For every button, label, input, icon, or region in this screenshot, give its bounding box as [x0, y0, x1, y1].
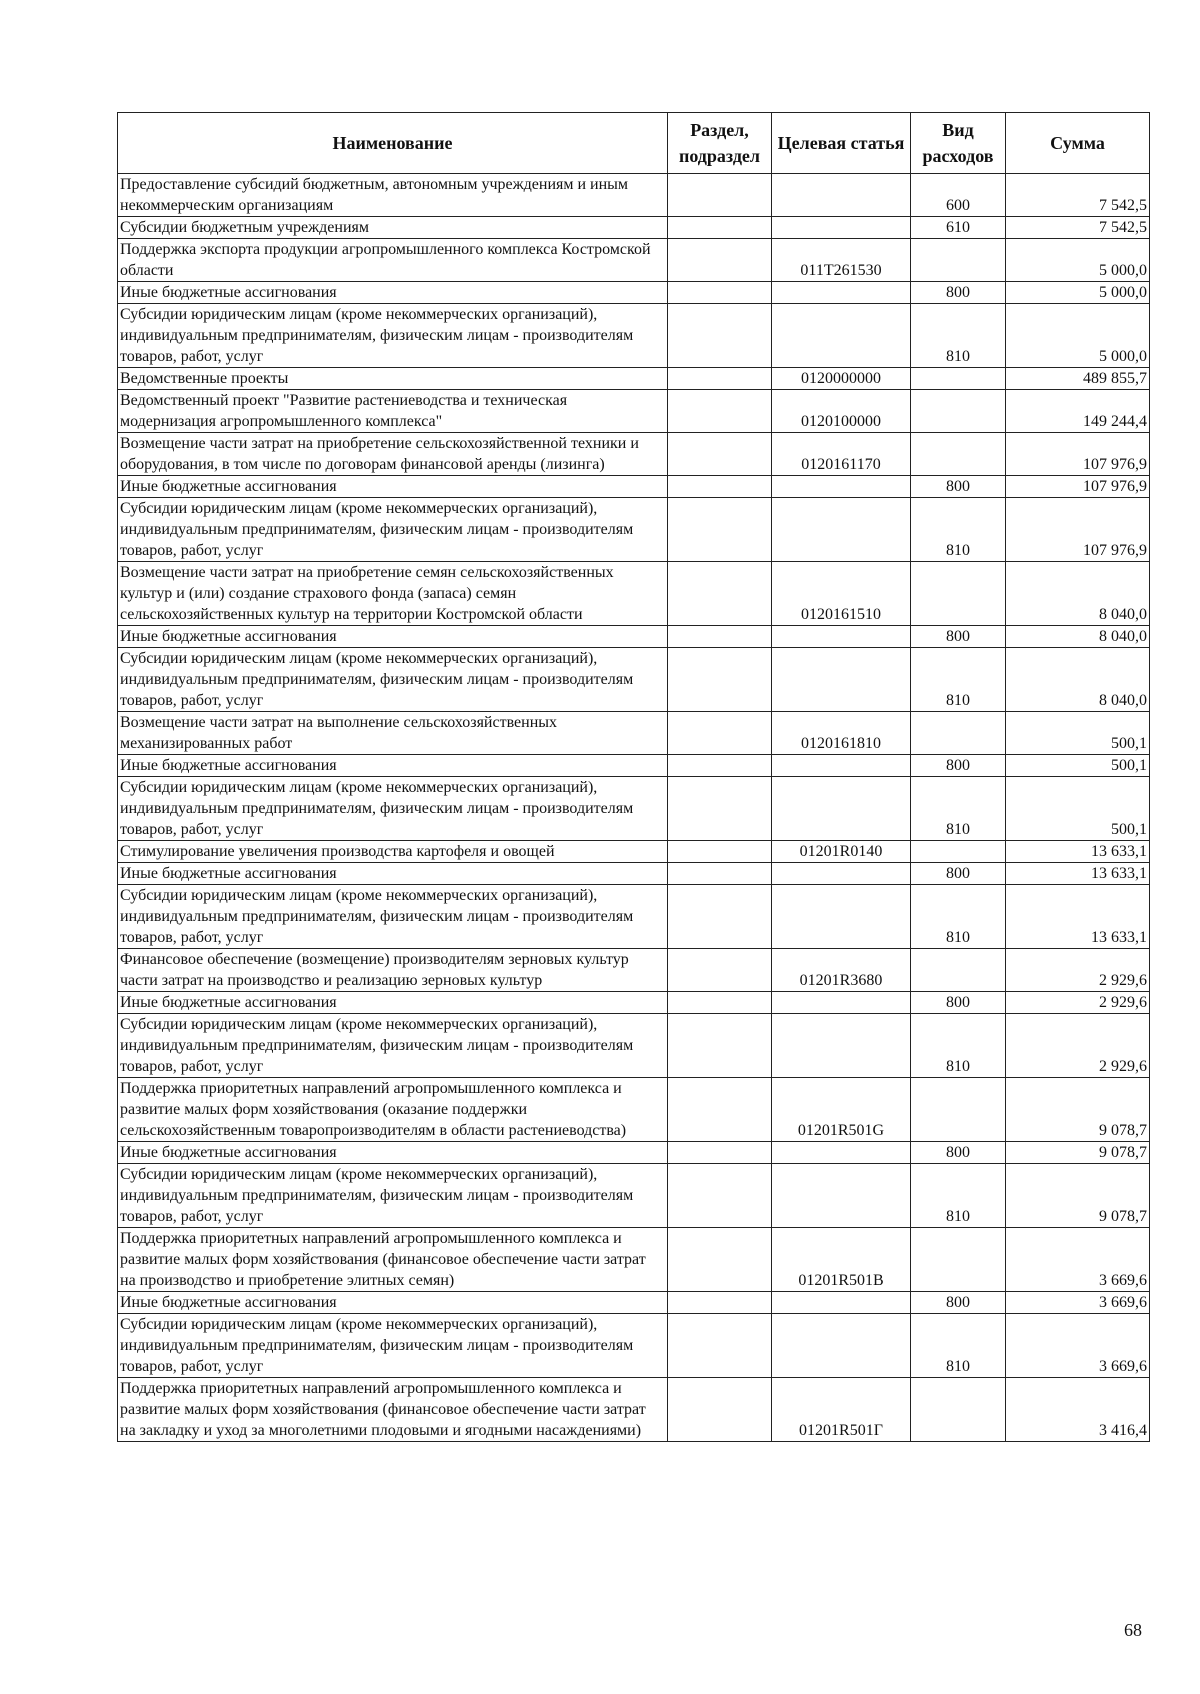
cell-name: Иные бюджетные ассигнования: [118, 1292, 668, 1314]
cell-sum: 5 000,0: [1006, 282, 1150, 304]
table-row: [118, 626, 1150, 648]
cell-sum: 13 633,1: [1006, 841, 1150, 863]
header-sum: Сумма: [1006, 113, 1150, 174]
cell-section: [668, 949, 772, 992]
cell-target: [772, 626, 911, 648]
cell-target: 01201R3680: [772, 949, 911, 992]
table-row: [118, 1314, 1150, 1378]
cell-target: 0120100000: [772, 390, 911, 433]
cell-kind: 810: [911, 1164, 1006, 1228]
cell-kind: [911, 712, 1006, 755]
table-row: [118, 1142, 1150, 1164]
cell-sum: 107 976,9: [1006, 433, 1150, 476]
cell-section: [668, 755, 772, 777]
cell-kind: [911, 368, 1006, 390]
cell-kind: 600: [911, 174, 1006, 217]
cell-target: 0120161170: [772, 433, 911, 476]
cell-sum: 7 542,5: [1006, 174, 1150, 217]
cell-sum: 7 542,5: [1006, 217, 1150, 239]
cell-name: Субсидии бюджетным учреждениям: [118, 217, 668, 239]
cell-sum: 500,1: [1006, 755, 1150, 777]
cell-name: Субсидии юридическим лицам (кроме некоммерческих организаций), индивидуальным предпринимателям, физическим лицам - производителям товаров, работ, услуг: [118, 777, 668, 841]
cell-sum: 2 929,6: [1006, 1014, 1150, 1078]
cell-target: 0120000000: [772, 368, 911, 390]
cell-section: [668, 1142, 772, 1164]
cell-name: Поддержка приоритетных направлений агропромышленного комплекса и развитие малых форм хозяйствования (финансовое обеспечение части затрат на закладку и уход за многолетними плодовыми и ягодными насаждениями): [118, 1378, 668, 1442]
cell-kind: [911, 562, 1006, 626]
cell-kind: [911, 1378, 1006, 1442]
cell-name: Субсидии юридическим лицам (кроме некоммерческих организаций), индивидуальным предпринимателям, физическим лицам - производителям товаров, работ, услуг: [118, 1014, 668, 1078]
cell-section: [668, 1292, 772, 1314]
cell-name: Субсидии юридическим лицам (кроме некоммерческих организаций), индивидуальным предпринимателям, физическим лицам - производителям товаров, работ, услуг: [118, 304, 668, 368]
cell-name: Субсидии юридическим лицам (кроме некоммерческих организаций), индивидуальным предпринимателям, физическим лицам - производителям товаров, работ, услуг: [118, 1164, 668, 1228]
cell-target: 01201R501G: [772, 1078, 911, 1142]
cell-section: [668, 282, 772, 304]
cell-name: Возмещение части затрат на приобретение сельскохозяйственной техники и оборудования, в том числе по договорам финансовой аренды (лизинга): [118, 433, 668, 476]
cell-sum: 107 976,9: [1006, 476, 1150, 498]
cell-name: Иные бюджетные ассигнования: [118, 755, 668, 777]
cell-section: [668, 498, 772, 562]
table-row: [118, 863, 1150, 885]
cell-name: Предоставление субсидий бюджетным, автономным учреждениям и иным некоммерческим организациям: [118, 174, 668, 217]
cell-sum: 5 000,0: [1006, 239, 1150, 282]
table-row: [118, 1378, 1150, 1442]
cell-kind: [911, 949, 1006, 992]
cell-section: [668, 841, 772, 863]
cell-sum: 8 040,0: [1006, 562, 1150, 626]
cell-name: Поддержка экспорта продукции агропромышленного комплекса Костромской области: [118, 239, 668, 282]
cell-kind: [911, 1228, 1006, 1292]
cell-section: [668, 1314, 772, 1378]
cell-name: Иные бюджетные ассигнования: [118, 626, 668, 648]
cell-sum: 3 669,6: [1006, 1292, 1150, 1314]
cell-kind: 810: [911, 304, 1006, 368]
cell-target: [772, 863, 911, 885]
cell-sum: 9 078,7: [1006, 1164, 1150, 1228]
table-row: [118, 1078, 1150, 1142]
cell-target: 0120161810: [772, 712, 911, 755]
header-section: Раздел, подраздел: [668, 113, 772, 174]
cell-kind: 800: [911, 755, 1006, 777]
cell-section: [668, 1378, 772, 1442]
cell-target: [772, 1314, 911, 1378]
cell-target: [772, 1142, 911, 1164]
cell-sum: 3 416,4: [1006, 1378, 1150, 1442]
cell-section: [668, 992, 772, 1014]
cell-target: [772, 648, 911, 712]
header-kind: Вид расходов: [911, 113, 1006, 174]
cell-name: Иные бюджетные ассигнования: [118, 992, 668, 1014]
cell-section: [668, 1164, 772, 1228]
cell-target: [772, 885, 911, 949]
budget-table: [117, 112, 1150, 1442]
cell-target: 011T261530: [772, 239, 911, 282]
cell-section: [668, 626, 772, 648]
cell-sum: 489 855,7: [1006, 368, 1150, 390]
cell-name: Субсидии юридическим лицам (кроме некоммерческих организаций), индивидуальным предпринимателям, физическим лицам - производителям товаров, работ, услуг: [118, 1314, 668, 1378]
cell-target: 0120161510: [772, 562, 911, 626]
table-row: [118, 368, 1150, 390]
cell-target: [772, 304, 911, 368]
cell-section: [668, 648, 772, 712]
cell-kind: [911, 841, 1006, 863]
cell-kind: 800: [911, 476, 1006, 498]
table-row: [118, 1292, 1150, 1314]
cell-section: [668, 433, 772, 476]
table-row: [118, 217, 1150, 239]
cell-target: [772, 1292, 911, 1314]
cell-name: Возмещение части затрат на выполнение сельскохозяйственных механизированных работ: [118, 712, 668, 755]
table-row: [118, 949, 1150, 992]
table-row: [118, 562, 1150, 626]
table-row: [118, 755, 1150, 777]
cell-name: Стимулирование увеличения производства картофеля и овощей: [118, 841, 668, 863]
cell-kind: 800: [911, 1142, 1006, 1164]
cell-section: [668, 712, 772, 755]
cell-section: [668, 476, 772, 498]
cell-name: Финансовое обеспечение (возмещение) производителям зерновых культур части затрат на производство и реализацию зерновых культур: [118, 949, 668, 992]
cell-section: [668, 1078, 772, 1142]
cell-section: [668, 863, 772, 885]
table-row: [118, 885, 1150, 949]
cell-target: 01201R501B: [772, 1228, 911, 1292]
cell-name: Поддержка приоритетных направлений агропромышленного комплекса и развитие малых форм хозяйствования (финансовое обеспечение части затрат на производство и приобретение элитных семян): [118, 1228, 668, 1292]
table-row: [118, 239, 1150, 282]
cell-sum: 500,1: [1006, 712, 1150, 755]
cell-target: [772, 282, 911, 304]
cell-sum: 13 633,1: [1006, 885, 1150, 949]
table-row: [118, 1228, 1150, 1292]
cell-sum: 13 633,1: [1006, 863, 1150, 885]
cell-section: [668, 390, 772, 433]
table-row: [118, 712, 1150, 755]
cell-kind: 810: [911, 1314, 1006, 1378]
cell-sum: 149 244,4: [1006, 390, 1150, 433]
cell-kind: 800: [911, 282, 1006, 304]
cell-kind: 810: [911, 885, 1006, 949]
cell-name: Поддержка приоритетных направлений агропромышленного комплекса и развитие малых форм хозяйствования (оказание поддержки сельскохозяйственным товаропроизводителям в области растениеводства): [118, 1078, 668, 1142]
cell-kind: [911, 390, 1006, 433]
cell-section: [668, 1014, 772, 1078]
cell-section: [668, 304, 772, 368]
cell-sum: 3 669,6: [1006, 1228, 1150, 1292]
cell-name: Иные бюджетные ассигнования: [118, 863, 668, 885]
cell-target: [772, 476, 911, 498]
cell-section: [668, 368, 772, 390]
table-row: [118, 777, 1150, 841]
table-row: [118, 304, 1150, 368]
cell-sum: 8 040,0: [1006, 626, 1150, 648]
cell-name: Ведомственный проект "Развитие растениеводства и техническая модернизация агропромышленного комплекса": [118, 390, 668, 433]
cell-sum: 8 040,0: [1006, 648, 1150, 712]
cell-name: Возмещение части затрат на приобретение семян сельскохозяйственных культур и (или) создание страхового фонда (запаса) семян сельскохозяйственных культур на территории Костромской области: [118, 562, 668, 626]
cell-kind: 800: [911, 1292, 1006, 1314]
cell-target: [772, 755, 911, 777]
cell-sum: 500,1: [1006, 777, 1150, 841]
cell-target: 01201R0140: [772, 841, 911, 863]
cell-name: Субсидии юридическим лицам (кроме некоммерческих организаций), индивидуальным предпринимателям, физическим лицам - производителям товаров, работ, услуг: [118, 498, 668, 562]
cell-section: [668, 1228, 772, 1292]
table-row: [118, 992, 1150, 1014]
cell-target: [772, 1164, 911, 1228]
header-row: [118, 113, 1150, 174]
cell-name: Субсидии юридическим лицам (кроме некоммерческих организаций), индивидуальным предпринимателям, физическим лицам - производителям товаров, работ, услуг: [118, 648, 668, 712]
cell-name: Ведомственные проекты: [118, 368, 668, 390]
table-row: [118, 498, 1150, 562]
cell-kind: [911, 239, 1006, 282]
table-body: [118, 174, 1150, 1442]
table-row: [118, 390, 1150, 433]
cell-target: [772, 217, 911, 239]
cell-section: [668, 174, 772, 217]
cell-target: [772, 777, 911, 841]
cell-name: Иные бюджетные ассигнования: [118, 282, 668, 304]
table-row: [118, 1164, 1150, 1228]
cell-kind: 610: [911, 217, 1006, 239]
cell-sum: 107 976,9: [1006, 498, 1150, 562]
cell-kind: 810: [911, 1014, 1006, 1078]
header-target: Целевая статья: [772, 113, 911, 174]
table-row: [118, 476, 1150, 498]
cell-name: Субсидии юридическим лицам (кроме некоммерческих организаций), индивидуальным предпринимателям, физическим лицам - производителям товаров, работ, услуг: [118, 885, 668, 949]
cell-sum: 5 000,0: [1006, 304, 1150, 368]
cell-target: [772, 1014, 911, 1078]
cell-sum: 9 078,7: [1006, 1142, 1150, 1164]
cell-target: [772, 498, 911, 562]
header-name: Наименование: [118, 113, 668, 174]
cell-kind: 800: [911, 992, 1006, 1014]
cell-kind: 810: [911, 498, 1006, 562]
table-row: [118, 282, 1150, 304]
cell-kind: [911, 433, 1006, 476]
cell-section: [668, 217, 772, 239]
cell-kind: 800: [911, 863, 1006, 885]
table-row: [118, 174, 1150, 217]
cell-target: [772, 992, 911, 1014]
table-row: [118, 648, 1150, 712]
table-row: [118, 841, 1150, 863]
cell-section: [668, 777, 772, 841]
cell-sum: 2 929,6: [1006, 949, 1150, 992]
table-row: [118, 1014, 1150, 1078]
table-row: [118, 433, 1150, 476]
cell-section: [668, 239, 772, 282]
cell-target: 01201R501Г: [772, 1378, 911, 1442]
cell-kind: 810: [911, 648, 1006, 712]
cell-section: [668, 885, 772, 949]
cell-kind: 800: [911, 626, 1006, 648]
cell-kind: 810: [911, 777, 1006, 841]
cell-sum: 3 669,6: [1006, 1314, 1150, 1378]
cell-section: [668, 562, 772, 626]
cell-sum: 9 078,7: [1006, 1078, 1150, 1142]
cell-kind: [911, 1078, 1006, 1142]
cell-name: Иные бюджетные ассигнования: [118, 476, 668, 498]
cell-target: [772, 174, 911, 217]
cell-sum: 2 929,6: [1006, 992, 1150, 1014]
table-header: [118, 113, 1150, 174]
page-number: 68: [1124, 1620, 1142, 1640]
cell-name: Иные бюджетные ассигнования: [118, 1142, 668, 1164]
